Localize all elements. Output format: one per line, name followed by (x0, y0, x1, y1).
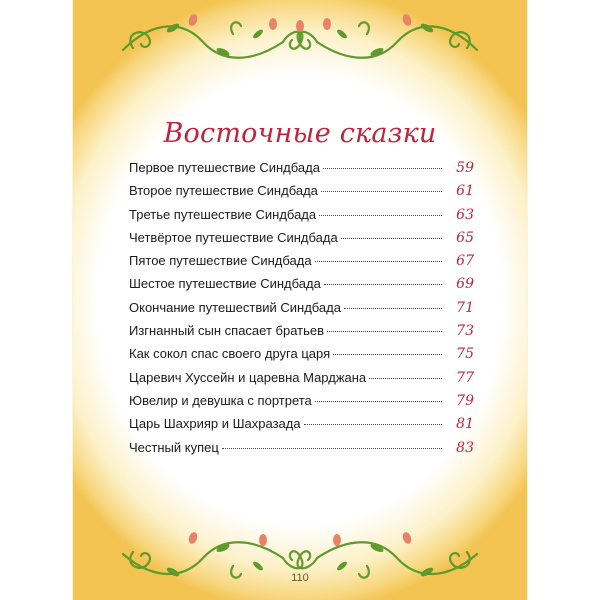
top-vine-ornament (113, 12, 487, 72)
toc-entry-title: Окончание путешествий Синдбада (129, 299, 341, 315)
toc-entry[interactable] (129, 416, 474, 439)
toc-entry[interactable] (129, 370, 474, 393)
toc-entry[interactable] (129, 440, 474, 463)
toc-entry-page: 67 (456, 253, 474, 270)
toc-entry-page: 69 (456, 276, 474, 293)
toc-entry-title: Второе путешествие Синдбада (129, 183, 318, 199)
toc-entry-title: Четвёртое путешествие Синдбада (129, 229, 338, 245)
toc-entry-page: 61 (456, 183, 474, 200)
toc-entry-title: Честный купец (129, 439, 219, 455)
toc-entry[interactable] (129, 300, 474, 323)
toc-entry-title: Шестое путешествие Синдбада (129, 276, 321, 292)
dot-leader (323, 168, 442, 169)
toc-entry[interactable] (129, 160, 474, 183)
dot-leader (321, 191, 442, 192)
book-page (73, 0, 527, 600)
toc-entry-page: 65 (456, 229, 474, 246)
toc-entry-title: Как сокол спас своего друга царя (129, 346, 331, 362)
toc-entry-page: 83 (456, 439, 474, 456)
dot-leader (315, 401, 442, 402)
toc-entry-page: 75 (456, 346, 474, 363)
toc-entry-page: 59 (456, 160, 474, 176)
toc-entry[interactable] (129, 207, 474, 230)
toc-entry[interactable] (129, 393, 474, 416)
toc-entry-page: 73 (456, 323, 474, 340)
toc-entry[interactable] (129, 323, 474, 346)
toc-entry-title: Первое путешествие Синдбада (129, 160, 320, 175)
dot-leader (369, 378, 442, 379)
toc-entry-title: Царь Шахрияр и Шахразада (129, 416, 301, 432)
dot-leader (327, 331, 442, 332)
toc-entry-page: 77 (456, 369, 474, 386)
table-of-contents (129, 160, 474, 463)
toc-entry-page: 81 (456, 416, 474, 433)
toc-entry[interactable] (129, 276, 474, 299)
page-number: 110 (291, 572, 309, 584)
toc-entry-title: Третье путешествие Синдбада (129, 206, 317, 222)
toc-entry[interactable] (129, 230, 474, 253)
dot-leader (319, 215, 442, 216)
toc-entry-title: Пятое путешествие Синдбада (129, 253, 312, 269)
dot-leader (222, 448, 442, 449)
toc-entry-title: Изгнанный сын спасает братьев (129, 323, 325, 339)
toc-entry-page: 79 (456, 392, 474, 409)
dot-leader (341, 238, 442, 239)
toc-entry-title: Ювелир и девушка с портрета (129, 392, 312, 408)
dot-leader (315, 261, 442, 262)
toc-entry[interactable] (129, 346, 474, 369)
dot-leader (333, 354, 442, 355)
toc-entry[interactable] (129, 183, 474, 206)
dot-leader (304, 424, 442, 425)
toc-entry[interactable] (129, 253, 474, 276)
dot-leader (324, 284, 442, 285)
toc-entry-page: 63 (456, 206, 474, 223)
dot-leader (344, 308, 442, 309)
toc-entry-page: 71 (456, 299, 474, 316)
section-title: Восточные сказки (163, 118, 437, 149)
toc-entry-title: Царевич Хуссейн и царевна Марджана (129, 369, 367, 385)
